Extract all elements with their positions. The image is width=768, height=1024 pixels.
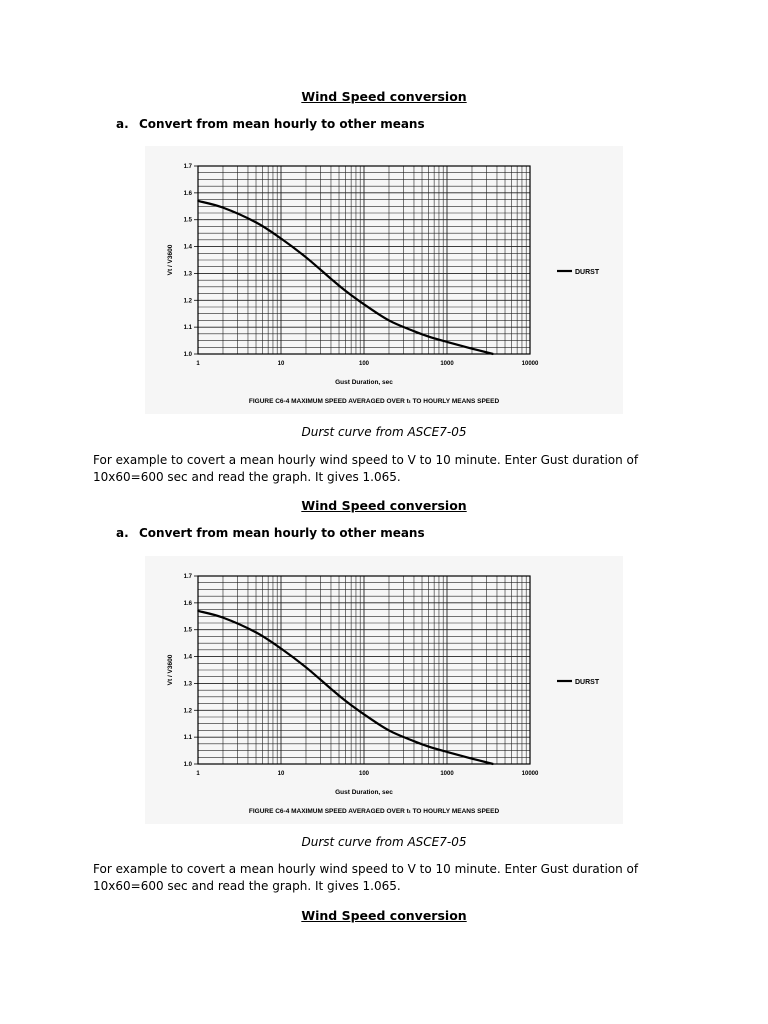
chart-figure-caption: FIGURE C6-4 MAXIMUM SPEED AVERAGED OVER tₜ TO HOURLY MEANS SPEED — [248, 398, 500, 405]
x-tick-label: 1 — [196, 361, 200, 367]
curve-data-point — [388, 730, 390, 732]
y-tick-label: 1.0 — [183, 762, 192, 768]
paragraph-line: 10x60=600 sec and read the graph. It gives 1.065. — [93, 879, 401, 893]
curve-data-point — [388, 320, 390, 322]
example-paragraph — [93, 452, 653, 486]
curve-data-point — [305, 667, 307, 669]
subheading — [116, 117, 425, 131]
curve-data-point — [428, 336, 430, 338]
x-axis-title: Gust Duration, sec — [335, 379, 393, 386]
curve-data-point — [255, 632, 257, 634]
curve-data-point — [413, 330, 415, 332]
y-tick-label: 1.4 — [183, 244, 192, 251]
x-tick-label: 10000 — [521, 771, 539, 777]
subheading-text: Convert from mean hourly to other means — [139, 117, 425, 131]
y-tick-label: 1.5 — [183, 217, 192, 224]
subheading — [116, 526, 425, 540]
x-tick-label: 1000 — [440, 361, 454, 367]
curve-data-point — [446, 341, 448, 343]
x-tick-label: 100 — [358, 361, 370, 367]
curve-data-point — [222, 207, 224, 209]
curve-data-point — [492, 353, 494, 355]
x-tick-label: 10000 — [521, 361, 539, 367]
legend-label: DURST — [575, 269, 600, 276]
paragraph-line: 10x60=600 sec and read the graph. It gives 1.065. — [93, 470, 401, 484]
y-tick-label: 1.4 — [183, 654, 192, 661]
curve-data-point — [280, 648, 282, 650]
y-tick-label: 1.7 — [183, 574, 192, 580]
figure-caption: Durst curve from ASCE7-05 — [301, 835, 467, 849]
y-tick-label: 1.2 — [183, 298, 192, 305]
curve-data-point — [255, 222, 257, 224]
x-tick-label: 1000 — [440, 771, 454, 777]
y-tick-label: 1.3 — [183, 271, 192, 278]
legend-label: DURST — [575, 679, 600, 686]
section-heading: Wind Speed conversion — [301, 498, 467, 513]
y-tick-label: 1.5 — [183, 627, 192, 634]
curve-data-point — [446, 751, 448, 753]
y-axis-title: Vt / V3600 — [167, 654, 174, 686]
y-tick-label: 1.6 — [183, 600, 192, 607]
y-tick-label: 1.6 — [183, 190, 192, 197]
durst-chart — [145, 146, 623, 414]
durst-chart — [145, 556, 623, 824]
durst-chart-figure — [145, 556, 623, 824]
curve-data-point — [222, 617, 224, 619]
x-tick-label: 100 — [358, 771, 370, 777]
list-marker: a. — [116, 117, 129, 131]
durst-chart-figure — [145, 146, 623, 414]
curve-data-point — [363, 714, 365, 716]
curve-data-point — [305, 257, 307, 259]
curve-data-point — [330, 278, 332, 280]
curve-data-point — [363, 304, 365, 306]
list-marker: a. — [116, 526, 129, 540]
y-axis-title: Vt / V3600 — [167, 244, 174, 276]
section-heading: Wind Speed conversion — [301, 89, 467, 104]
paragraph-line: For example to covert a mean hourly wind speed to V to 10 minute. Enter Gust duration of — [93, 862, 639, 876]
x-tick-label: 1 — [196, 771, 200, 777]
x-tick-label: 10 — [277, 361, 285, 367]
y-tick-label: 1.2 — [183, 708, 192, 715]
curve-data-point — [197, 200, 199, 202]
curve-data-point — [197, 610, 199, 612]
subheading-text: Convert from mean hourly to other means — [139, 526, 425, 540]
curve-data-point — [471, 758, 473, 760]
section-heading: Wind Speed conversion — [301, 908, 467, 923]
curve-data-point — [471, 348, 473, 350]
y-tick-label: 1.0 — [183, 352, 192, 358]
curve-data-point — [330, 688, 332, 690]
y-tick-label: 1.1 — [183, 325, 192, 332]
y-tick-label: 1.7 — [183, 164, 192, 170]
figure-caption: Durst curve from ASCE7-05 — [301, 425, 467, 439]
y-tick-label: 1.1 — [183, 735, 192, 742]
chart-figure-caption: FIGURE C6-4 MAXIMUM SPEED AVERAGED OVER tₜ TO HOURLY MEANS SPEED — [248, 808, 500, 815]
paragraph-line: For example to covert a mean hourly wind speed to V to 10 minute. Enter Gust duration of — [93, 453, 639, 467]
curve-data-point — [345, 700, 347, 702]
y-tick-label: 1.3 — [183, 681, 192, 688]
curve-data-point — [428, 746, 430, 748]
curve-data-point — [345, 290, 347, 292]
curve-data-point — [492, 763, 494, 765]
curve-data-point — [280, 238, 282, 240]
curve-data-point — [413, 740, 415, 742]
example-paragraph — [93, 861, 653, 895]
x-axis-title: Gust Duration, sec — [335, 789, 393, 796]
x-tick-label: 10 — [277, 771, 285, 777]
